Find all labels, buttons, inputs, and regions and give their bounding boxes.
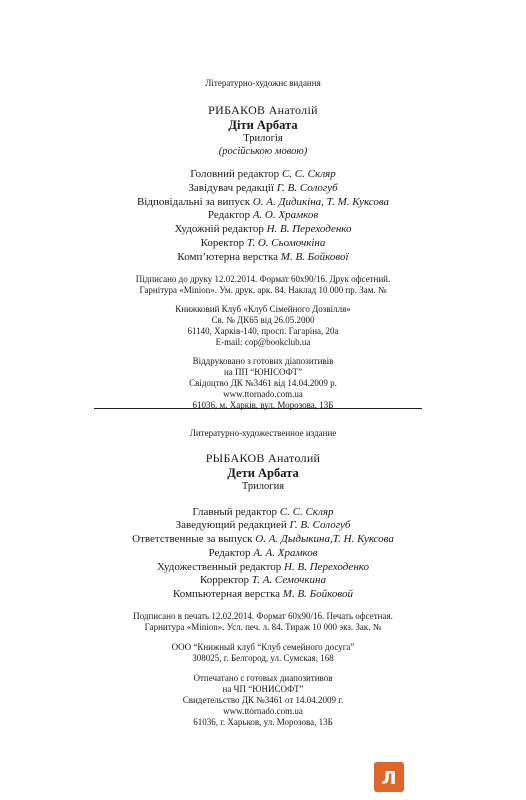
credit-line: Відповідальні за випуск О. А. Дидикіна, Т. М. Куксова <box>136 195 390 208</box>
credit-line: Комп’ютерна верстка М. В. Бойкової <box>177 250 349 263</box>
top-title: Діти Арбата <box>228 118 298 132</box>
bottom-genre: Литературно-художественное издание <box>189 428 337 438</box>
litres-logo-icon <box>374 762 404 792</box>
top-genre: Літературно-художнє видання <box>205 78 321 88</box>
credit-line: Головний редактор С. С. Скляр <box>190 168 336 180</box>
top-imprint <box>0 78 526 411</box>
credit-line: Ответственные за выпуск О. А. Дыдыкина,Т. Н. Куксова <box>132 533 394 546</box>
credit-line: Художественный редактор Н. В. Переходенко <box>156 560 370 573</box>
top-printer: Віддруковано з готових діапозитивів на ПП “ЮНІСОФТ” Свідоцтво ДК №3461 від 14.04.2009 р. www.ttornado.com.ua 61036, м. Харків, вул. Морозова, 13Б <box>189 355 337 410</box>
top-print-info: Підписано до друку 12.02.2014. Формат 60х90/16. Друк офсетний. Гарнітура «Minion». Ум. друк. арк. 84. Наклад 10 000 пр. Зам. № <box>135 273 391 295</box>
top-language-note: (російською мовою) <box>218 145 308 157</box>
credit-line: Корректор Т. А. Семочкина <box>199 574 327 587</box>
top-author: РИБАКОВ Анатолій <box>208 103 318 117</box>
credit-line: Заведующий редакцией Г. В. Сологуб <box>175 519 351 532</box>
bottom-publisher: ООО “Книжный клуб “Клуб семейного досуга” 308025, г. Белгород, ул. Сумская, 168 <box>171 642 355 664</box>
credit-line: Художній редактор Н. В. Переходенко <box>174 223 352 236</box>
bottom-imprint <box>0 428 526 728</box>
bottom-subtitle: Трилогия <box>241 481 285 492</box>
top-publisher: Книжковий Клуб «Клуб Сімейного Дозвілля» Св. № ДК65 від 26.05.2000 61140, Харків-140, просп. Гагаріна, 20а E-mail: cop@bookclub.ua <box>175 303 351 347</box>
credit-line: Компьютерная верстка М. В. Бойковой <box>172 588 354 601</box>
bottom-title: Дети Арбата <box>227 466 299 480</box>
bottom-printer: Отпечатано с готовых диапозитивов на ЧП “ЮНИСОФТ” Свидетельство ДК №3461 от 14.04.2009 г. www.ttornado.com.ua 61036, г. Харьков, ул. Морозова, 13Б <box>182 673 344 728</box>
bottom-print-info: Подписано в печать 12.02.2014. Формат 60х90/16. Печать офсетная. Гарнитура «Minion». Усл. печ. л. 84. Тираж 10 000 экз. Зак. № <box>133 611 393 633</box>
bottom-credits <box>0 506 526 603</box>
bottom-author: РЫБАКОВ Анатолий <box>205 451 321 465</box>
credit-line: Главный редактор С. С. Скляр <box>192 505 334 518</box>
svg-text:Л: Л <box>381 768 397 789</box>
credit-line: Редактор А. О. Храмков <box>207 209 319 222</box>
credit-line: Коректор Т. О. Сьомочкіна <box>200 236 326 249</box>
top-credits <box>0 168 526 265</box>
top-subtitle: Трилогія <box>243 133 283 144</box>
credit-line: Редактор А. А. Храмков <box>208 546 318 559</box>
section-divider <box>94 408 422 409</box>
credit-line: Завідувач редакції Г. В. Сологуб <box>188 181 338 194</box>
